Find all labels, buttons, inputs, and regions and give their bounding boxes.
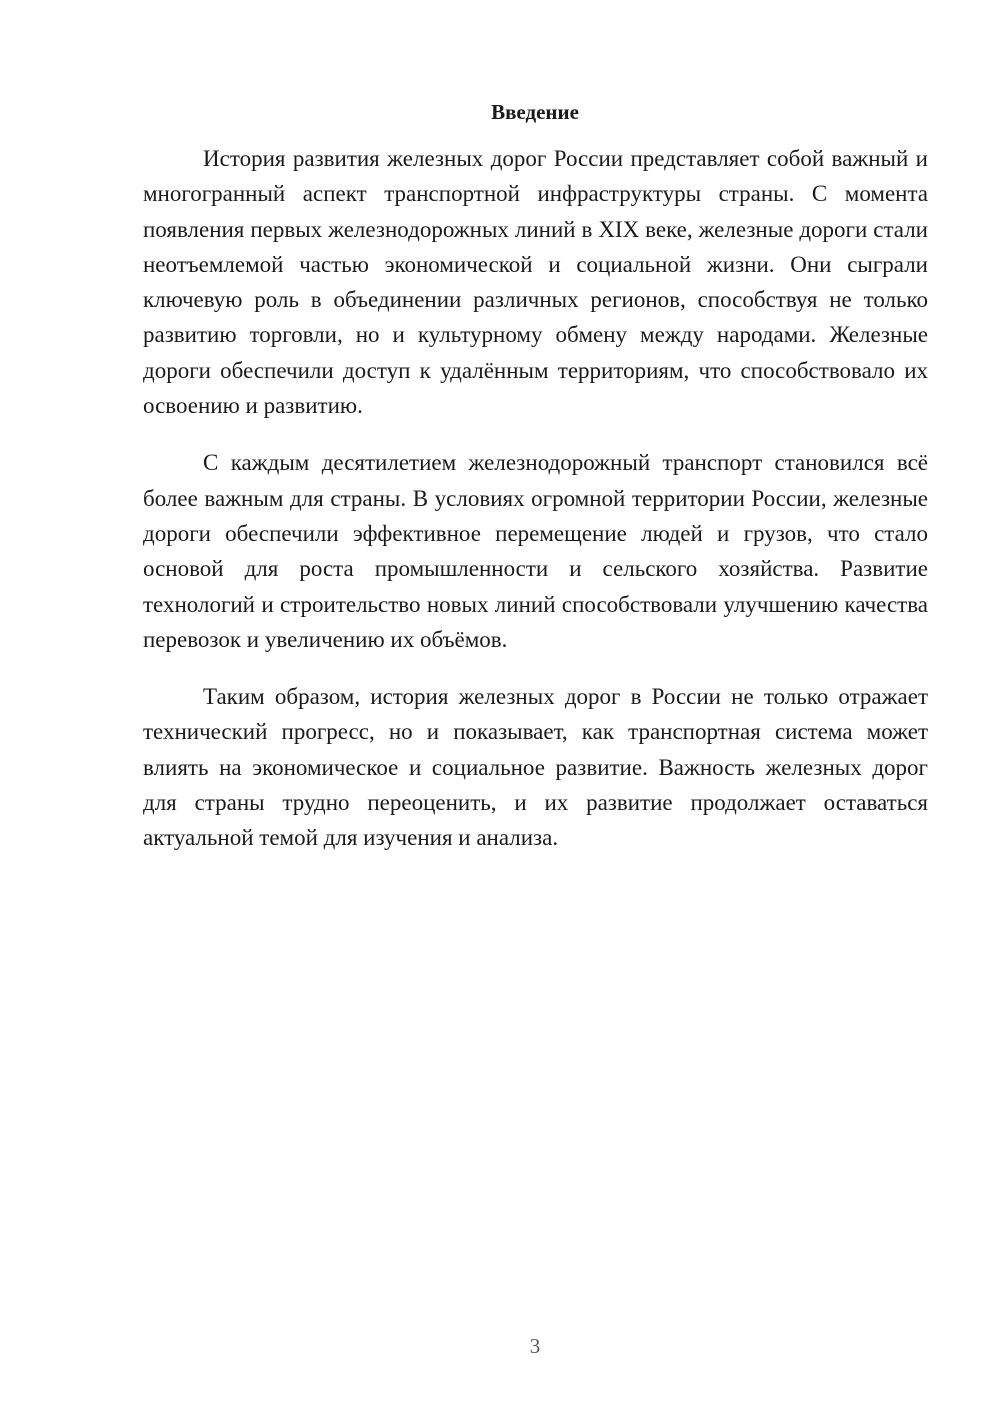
paragraph-1: История развития железных дорог России представляет собой важный и многогранный аспект транспортной инфраструктуры страны. С момента появления первых железнодорожных линий в XIX веке, железные дороги стали неотъемлемой частью экономической и социальной жизни. Они сыграли ключевую роль в объединении различных регионов, способствуя не только развитию торговли, но и культурному обмену между народами. Железные дороги обеспечили доступ к удалённым территориям, что способствовало их освоению и развитию. — [143, 146, 928, 419]
section-heading: Введение — [491, 100, 579, 124]
paragraph-2: С каждым десятилетием железнодорожный транспорт становился всё более важным для страны. В условиях огромной территории России, железные дороги обеспечили эффективное перемещение людей и грузов, что стало основой для роста промышленности и сельского хозяйства. Развитие технологий и строительство новых линий способствовали улучшению качества перевозок и увеличению их объёмов. — [143, 450, 928, 652]
page-number: 3 — [529, 1334, 541, 1358]
body-text — [143, 141, 928, 878]
paragraph-3: Таким образом, история железных дорог в России не только отражает технический прогресс, но и показывает, как транспортная система может влиять на экономическое и социальное развитие. Важность железных дорог для страны трудно переоценить, и их развитие продолжает оставаться актуальной темой для изучения и анализа. — [143, 684, 928, 851]
